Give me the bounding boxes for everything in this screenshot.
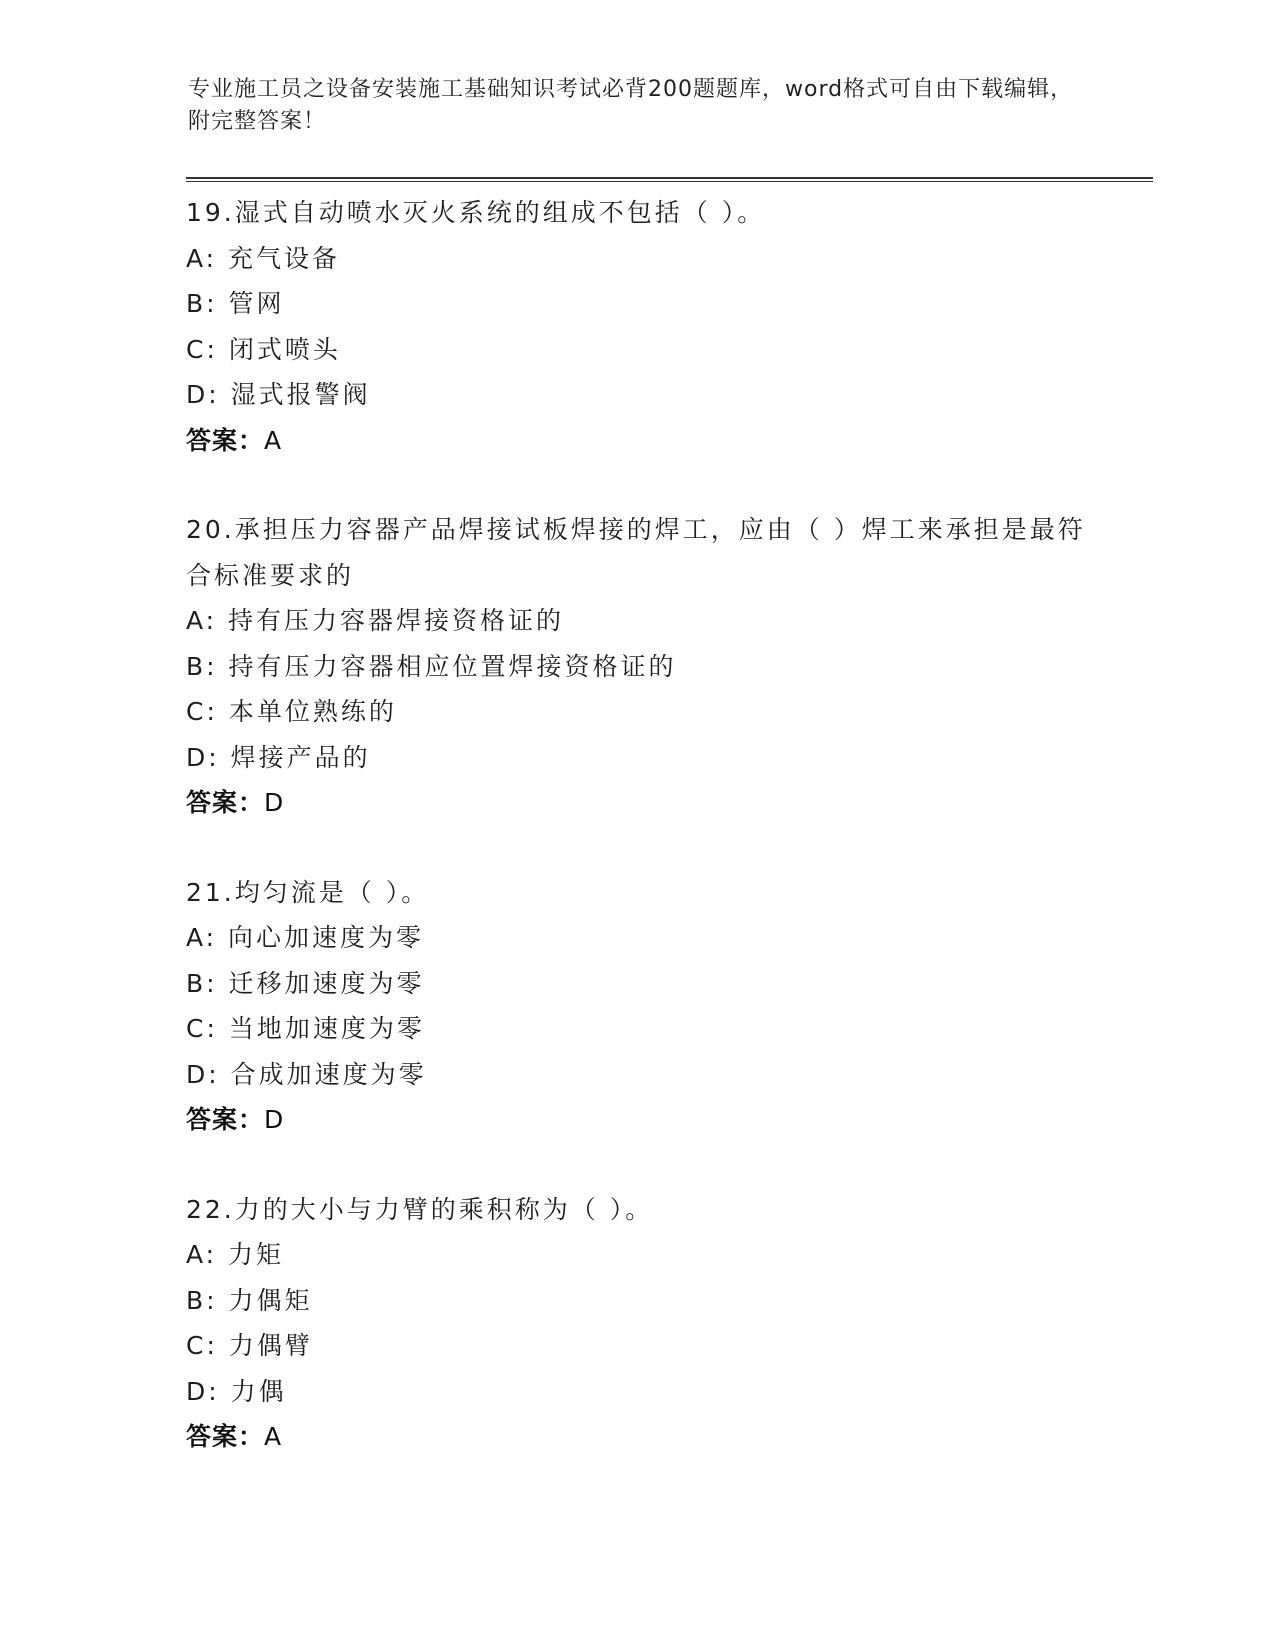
header-divider [186,177,1153,182]
option-a: A: 持有压力容器焊接资格证的 [186,606,565,635]
option-b: B: 管网 [186,289,285,318]
option-d: D: 合成加速度为零 [186,1059,427,1089]
answer-line [186,418,1086,464]
option-a: A: 力矩 [186,1240,285,1269]
option-c: C: 当地加速度为零 [186,1014,425,1043]
question-stem: 19.湿式自动喷水灭火系统的组成不包括（ ）。 [186,198,766,227]
option-c: C: 本单位熟练的 [186,697,397,726]
option-d: D: 焊接产品的 [186,742,371,772]
answer-line [186,1097,1086,1143]
document-header: 专业施工员之设备安装施工基础知识考试必背200题题库，word格式可自由下载编辑，附完整答案！ [188,77,1074,134]
question-stem: 21.均匀流是（ ）。 [186,877,430,907]
answer-label: 答案： [186,1422,265,1451]
question-20 [186,507,1086,826]
question-19 [186,190,1086,463]
answer-line [186,1414,1086,1460]
answer-value: A [264,1422,283,1451]
question-stem: 20.承担压力容器产品焊接试板焊接的焊工，应由（ ）焊工来承担是最符合标准要求的 [186,515,1086,590]
question-22 [186,1187,1086,1460]
answer-label: 答案： [186,1105,265,1134]
option-d: D: 力偶 [186,1376,287,1406]
answer-value: D [264,788,285,817]
option-c: C: 闭式喷头 [186,334,341,364]
question-list [186,190,1086,1460]
answer-value: D [264,1105,285,1134]
answer-label: 答案： [186,788,265,817]
option-a: A: 充气设备 [186,243,341,273]
answer-value: A [264,425,283,455]
option-b: B: 力偶矩 [186,1285,313,1315]
option-b: B: 持有压力容器相应位置焊接资格证的 [186,651,677,681]
question-stem: 22.力的大小与力臂的乘积称为（ ）。 [186,1194,654,1224]
option-d: D: 湿式报警阀 [186,380,371,409]
option-a: A: 向心加速度为零 [186,923,425,952]
question-21 [186,870,1086,1143]
answer-line [186,780,1086,826]
answer-label: 答案： [186,425,265,455]
option-c: C: 力偶臂 [186,1331,313,1360]
option-b: B: 迁移加速度为零 [186,968,425,998]
